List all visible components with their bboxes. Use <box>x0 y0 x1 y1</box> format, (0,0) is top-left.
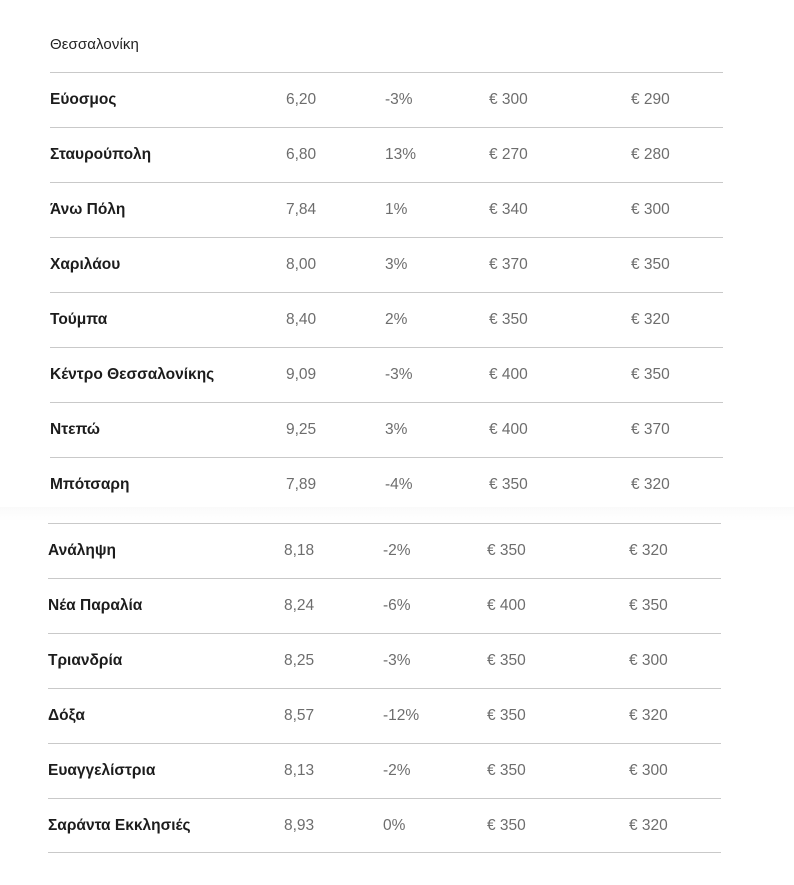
cell-name: Ευαγγελίστρια <box>48 762 156 779</box>
cell-price1: € 370 <box>489 256 528 273</box>
cell-score: 7,84 <box>286 201 317 218</box>
cell-change: 1% <box>385 201 408 218</box>
table-row <box>48 578 721 633</box>
cell-price2: € 300 <box>629 762 668 779</box>
cell-score: 8,40 <box>286 311 317 328</box>
cell-price2: € 320 <box>631 311 670 328</box>
table-row <box>48 798 721 853</box>
cell-score: 8,57 <box>284 707 315 724</box>
table-row <box>48 743 721 798</box>
cell-price1: € 400 <box>487 597 526 614</box>
cell-name: Νέα Παραλία <box>48 597 143 614</box>
cell-price1: € 340 <box>489 201 528 218</box>
cell-price1: € 270 <box>489 146 528 163</box>
table-row <box>50 292 723 347</box>
cell-price2: € 350 <box>629 597 668 614</box>
table-row <box>50 347 723 402</box>
cell-price1: € 350 <box>489 476 528 493</box>
cell-name: Τούμπα <box>50 311 108 328</box>
cell-name: Σαράντα Εκκλησιές <box>48 817 191 834</box>
cell-score: 8,13 <box>284 762 315 779</box>
cell-name: Τριανδρία <box>48 652 123 669</box>
cell-change: -12% <box>383 707 420 724</box>
cell-price2: € 320 <box>629 542 668 559</box>
cell-score: 6,20 <box>286 91 317 108</box>
cell-score: 8,25 <box>284 652 315 669</box>
cell-score: 9,09 <box>286 366 317 383</box>
cell-price2: € 350 <box>631 366 670 383</box>
cell-name: Ντεπώ <box>50 421 100 438</box>
cell-name: Κέντρο Θεσσαλονίκης <box>50 366 215 383</box>
section-title: Θεσσαλονίκη <box>50 36 139 53</box>
cell-price2: € 320 <box>629 707 668 724</box>
cell-price1: € 350 <box>487 542 526 559</box>
cell-name: Μπότσαρη <box>50 476 130 493</box>
cell-change: -2% <box>383 542 411 559</box>
cell-change: -3% <box>385 366 413 383</box>
cell-score: 8,93 <box>284 817 315 834</box>
cell-change: 0% <box>383 817 406 834</box>
cell-change: -3% <box>383 652 411 669</box>
cell-score: 9,25 <box>286 421 317 438</box>
cell-price2: € 280 <box>631 146 670 163</box>
cell-score: 8,24 <box>284 597 315 614</box>
cell-score: 8,00 <box>286 256 317 273</box>
cell-price2: € 290 <box>631 91 670 108</box>
cell-price1: € 350 <box>489 311 528 328</box>
cell-price1: € 400 <box>489 421 528 438</box>
table-row <box>50 182 723 237</box>
cell-name: Δόξα <box>48 707 85 724</box>
cell-name: Άνω Πόλη <box>50 201 126 218</box>
table-row <box>50 457 723 512</box>
table-row <box>50 127 723 182</box>
cell-price1: € 350 <box>487 652 526 669</box>
cell-change: -4% <box>385 476 413 493</box>
cell-change: 3% <box>385 256 408 273</box>
cell-name: Χαριλάου <box>50 256 121 273</box>
cell-price2: € 300 <box>629 652 668 669</box>
cell-price2: € 300 <box>631 201 670 218</box>
table-row <box>48 523 721 578</box>
cell-change: 13% <box>385 146 417 163</box>
cell-score: 6,80 <box>286 146 317 163</box>
cell-price2: € 320 <box>629 817 668 834</box>
cell-price2: € 370 <box>631 421 670 438</box>
cell-price1: € 350 <box>487 817 526 834</box>
cell-price1: € 300 <box>489 91 528 108</box>
cell-name: Ανάληψη <box>48 542 117 559</box>
table-row <box>50 72 723 127</box>
cell-price1: € 350 <box>487 707 526 724</box>
table-row <box>50 237 723 292</box>
cell-price1: € 400 <box>489 366 528 383</box>
table-row <box>50 402 723 457</box>
table-row <box>48 688 721 743</box>
cell-price2: € 320 <box>631 476 670 493</box>
cell-price1: € 350 <box>487 762 526 779</box>
table-row <box>48 633 721 688</box>
cell-score: 7,89 <box>286 476 317 493</box>
cell-change: -3% <box>385 91 413 108</box>
cell-name: Εύοσμος <box>50 91 117 108</box>
cell-change: -6% <box>383 597 411 614</box>
cell-score: 8,18 <box>284 542 315 559</box>
cell-price2: € 350 <box>631 256 670 273</box>
cell-name: Σταυρούπολη <box>50 146 152 163</box>
cell-change: 3% <box>385 421 408 438</box>
cell-change: 2% <box>385 311 408 328</box>
cell-change: -2% <box>383 762 411 779</box>
